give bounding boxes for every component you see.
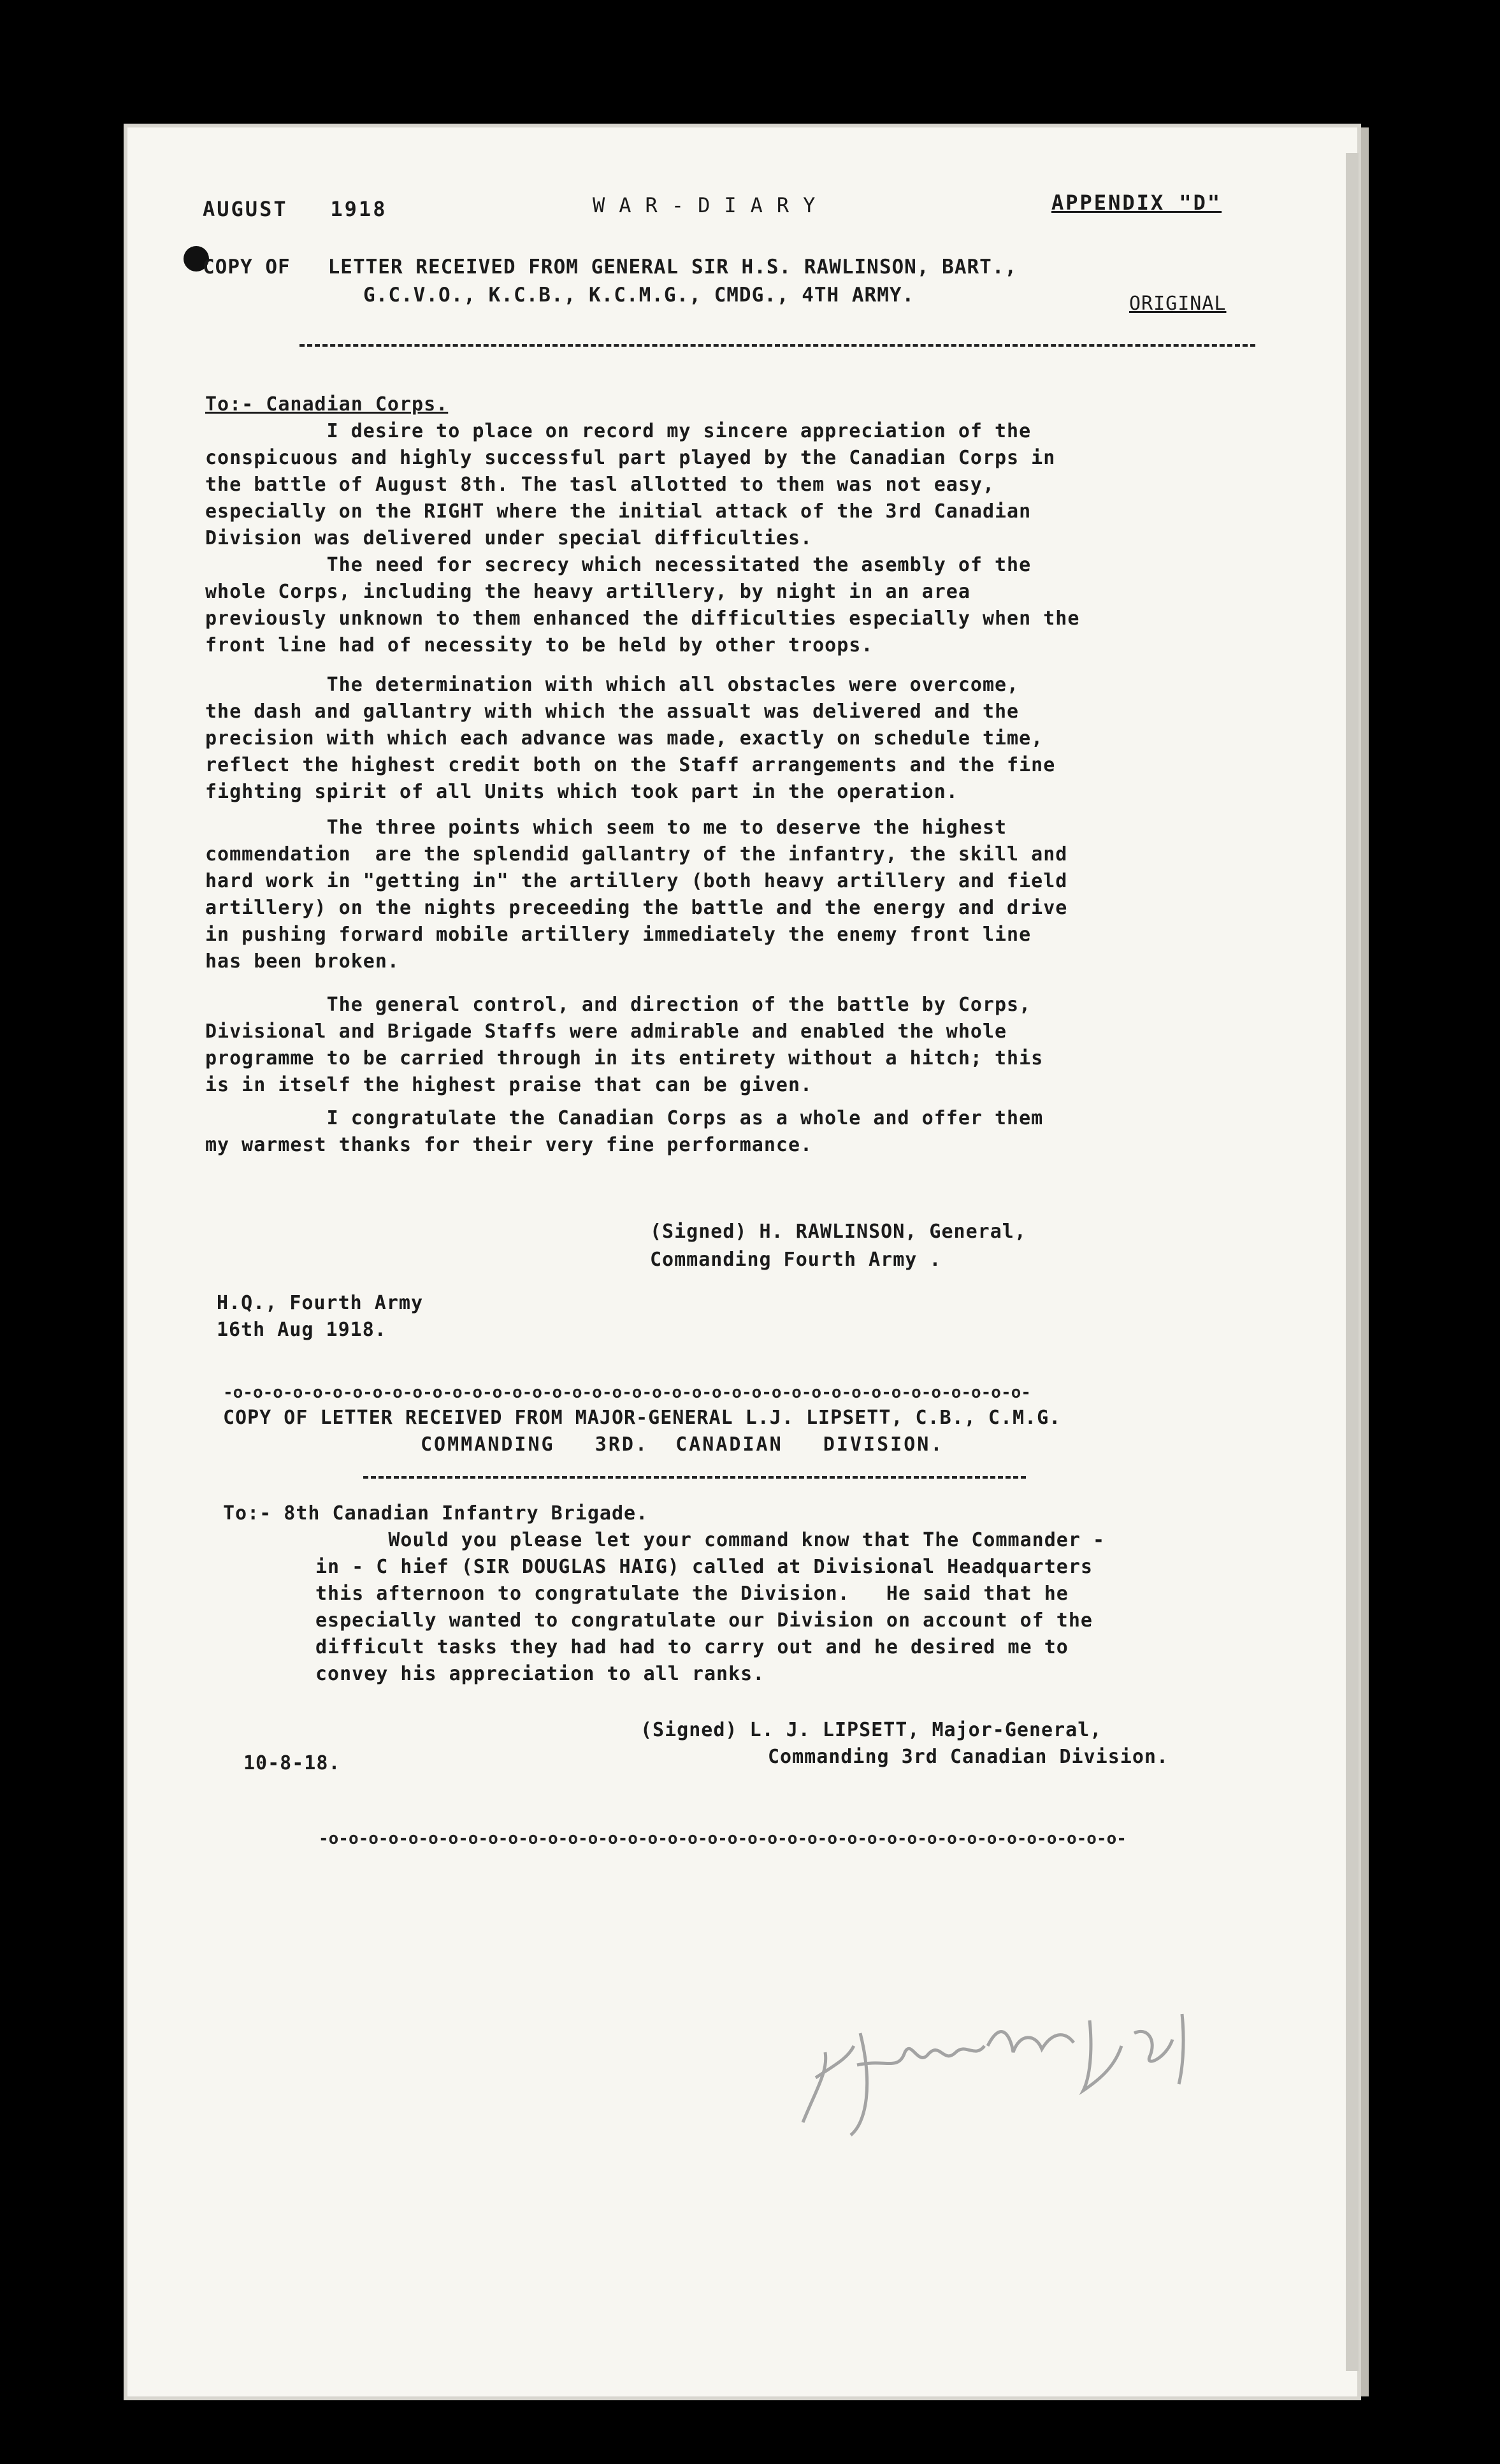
- letter1-line: in pushing forward mobile artillery immediately the enemy front line: [205, 924, 1032, 946]
- letter1-line: has been broken.: [205, 950, 400, 973]
- letter2-heading-line2: COMMANDING 3RD. CANADIAN DIVISION.: [421, 1433, 944, 1456]
- letter1-line: conspicuous and highly successful part played by the Canadian Corps in: [205, 447, 1056, 469]
- letter2-line: Would you please let your command know that The Commander -: [315, 1529, 1105, 1551]
- letter2-signed: (Signed) L. J. LIPSETT, Major-General,: [640, 1719, 1102, 1741]
- letter1-heading-line1: COPY OF LETTER RECEIVED FROM GENERAL SIR H.S. RAWLINSON, BART.,: [203, 256, 1018, 279]
- letter1-origin: H.Q., Fourth Army: [217, 1292, 424, 1314]
- separator-line: -o-o-o-o-o-o-o-o-o-o-o-o-o-o-o-o-o-o-o-o-o-o-o-o-o-o-o-o-o-o-o-o-o-o-o-o-o-o-o-o-: [319, 1829, 1127, 1848]
- separator-line: -o-o-o-o-o-o-o-o-o-o-o-o-o-o-o-o-o-o-o-o-o-o-o-o-o-o-o-o-o-o-o-o-o-o-o-o-o-o-o-o-: [223, 1383, 1031, 1402]
- heading-rule: [299, 344, 1255, 347]
- letter1-line: The three points which seem to me to deserve the highest: [205, 816, 1007, 839]
- letter2-line: in - C hief (SIR DOUGLAS HAIG) called at Divisional Headquarters: [315, 1556, 1093, 1578]
- letter1-line: The general control, and direction of the battle by Corps,: [205, 994, 1032, 1016]
- letter1-line: programme to be carried through in its entirety without a hitch; this: [205, 1047, 1044, 1069]
- letter1-line: hard work in "getting in" the artillery (both heavy artillery and field: [205, 870, 1068, 892]
- letter1-heading-line2: G.C.V.O., K.C.B., K.C.M.G., CMDG., 4TH ARMY.: [363, 284, 915, 307]
- letter1-line: commendation are the splendid gallantry of the infantry, the skill and: [205, 843, 1068, 866]
- letter1-line: especially on the RIGHT where the initial attack of the 3rd Canadian: [205, 500, 1032, 523]
- letter2-line: especially wanted to congratulate our Division on account of the: [315, 1609, 1093, 1632]
- letter2-line: this afternoon to congratulate the Division. He said that he: [315, 1583, 1069, 1605]
- heading-rule: [363, 1476, 1026, 1479]
- letter1-signed: (Signed) H. RAWLINSON, General,: [650, 1221, 1027, 1243]
- letter2-line: difficult tasks they had had to carry out and he desired me to: [315, 1636, 1069, 1658]
- page-edge: [1346, 153, 1359, 2371]
- header-date: AUGUST 1918: [203, 197, 387, 221]
- original-mark: ORIGINAL: [1129, 293, 1227, 315]
- letter2-line: convey his appreciation to all ranks.: [315, 1663, 765, 1685]
- letter1-line: reflect the highest credit both on the Staff arrangements and the fine: [205, 754, 1056, 776]
- letter1-line: artillery) on the nights preceeding the battle and the energy and drive: [205, 897, 1068, 919]
- letter1-line: the dash and gallantry with which the assualt was delivered and the: [205, 700, 1020, 723]
- letter1-to: To:- Canadian Corps.: [205, 393, 449, 416]
- header-appendix: APPENDIX "D": [1051, 191, 1222, 215]
- letter1-line: I desire to place on record my sincere appreciation of the: [205, 420, 1032, 442]
- letter2-heading-line1: COPY OF LETTER RECEIVED FROM MAJOR-GENERAL L.J. LIPSETT, C.B., C.M.G.: [223, 1407, 1062, 1429]
- letter1-origin-date: 16th Aug 1918.: [217, 1319, 387, 1341]
- letter1-line: The need for secrecy which necessitated the asembly of the: [205, 554, 1032, 576]
- letter1-signed-title: Commanding Fourth Army .: [650, 1249, 942, 1271]
- letter2-to: To:- 8th Canadian Infantry Brigade.: [223, 1502, 649, 1525]
- letter1-line: precision with which each advance was made, exactly on schedule time,: [205, 727, 1044, 750]
- letter1-line: my warmest thanks for their very fine performance.: [205, 1134, 813, 1156]
- letter1-line: The determination with which all obstacles were overcome,: [205, 674, 1020, 696]
- header-title: WAR-DIARY: [593, 193, 830, 217]
- letter1-line: whole Corps, including the heavy artillery, by night in an area: [205, 581, 970, 603]
- letter1-line: the battle of August 8th. The tasl allotted to them was not easy,: [205, 474, 995, 496]
- letter1-line: fighting spirit of all Units which took part in the operation.: [205, 781, 958, 803]
- handwritten-signature: [790, 1995, 1223, 2148]
- letter1-line: front line had of necessity to be held by other troops.: [205, 634, 874, 656]
- letter1-line: is in itself the highest praise that can be given.: [205, 1074, 813, 1096]
- letter2-signed-title: Commanding 3rd Canadian Division.: [768, 1746, 1169, 1768]
- letter1-line: previously unknown to them enhanced the difficulties especially when the: [205, 607, 1080, 630]
- letter2-date: 10-8-18.: [243, 1752, 341, 1774]
- letter1-line: Divisional and Brigade Staffs were admirable and enabled the whole: [205, 1020, 1007, 1043]
- letter1-line: Division was delivered under special difficulties.: [205, 527, 813, 549]
- letter1-line: I congratulate the Canadian Corps as a whole and offer them: [205, 1107, 1044, 1129]
